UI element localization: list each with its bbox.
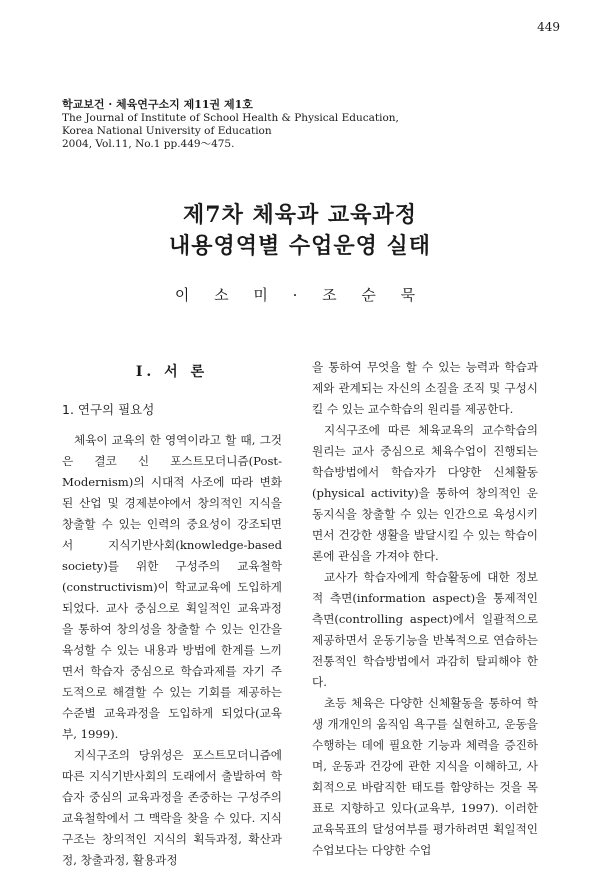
journal-info [62,98,482,151]
body-paragraph: 교사가 학습자에게 학습활동에 대한 정보적 측면(information aspect)을 통제적인 측면(controlling aspect)에서 일괄적으로 제공하면서 운동기능을 반복적으로 연습하는 전통적인 학습방법에서 과감히 탈피해야 한다. [312,570,538,689]
journal-english-name: The Journal of Institute of School Health & Physical Education, [62,112,399,124]
body-paragraph: 초등 체육은 다양한 신체활동을 통하여 학생 개개인의 움직임 욕구를 실현하고, 운동을 수행하는 데에 필요한 기능과 체력을 증진하며, 운동과 건강에 관한 지식을 이해하고, 사회적으로 바람직한 태도를 함양하는 것을 목표로 지향하고 있다(교육부, 1997). 이러한 교육목표의 달성여부를 평가하려면 획일적인 수업보다는 다양한 수업 [312,696,538,857]
section-heading: Ⅰ. 서 론 [135,364,209,380]
journal-citation: 2004, Vol.11, No.1 pp.449～475. [62,138,235,150]
body-paragraph: 지식구조의 당위성은 포스트모더니즘에 따른 지식기반사회의 도래에서 출발하여 학습자 중심의 교육과정을 존중하는 구성주의 교육철학에서 그 맥락을 찾을 수 있다. 지식구조는 창의적인 지식의 획득과정, 확산과정, 창출과정, 활용과정 [62,748,282,867]
subsection-heading: 1. 연구의 필요성 [62,402,155,417]
body-paragraph: 지식구조에 따른 체육교육의 교수학습의 원리는 교사 중심으로 체육수업이 진행되는 학습방법에서 학습자가 다양한 신체활동(physical activity)을 통하여 창의적인 운동지식을 창출할 수 있는 인간으로 육성시키면서 건강한 생활을 발달시킬 수 있는 학습이론에 관심을 가져야 한다. [312,423,538,563]
journal-institution: Korea National University of Education [62,125,272,137]
title-line-2: 내용영역별 수업운영 실태 [168,233,432,259]
page-number: 449 [537,20,560,34]
authors: 이 소 미 · 조 순 묵 [174,286,426,304]
right-column [312,357,538,861]
paper-title [0,200,600,262]
body-paragraph: 을 통하여 무엇을 할 수 있는 능력과 학습과제와 관계되는 자신의 소질을 조직 및 구성시킬 수 있는 교수학습의 원리를 제공한다. [312,360,538,416]
title-line-1: 제7차 체육과 교육과정 [183,202,417,228]
left-column [62,362,282,871]
journal-korean-name: 학교보건 · 체육연구소지 제11권 제1호 [62,98,253,111]
body-paragraph: 체육이 교육의 한 영역이라고 할 때, 그것은 결코 신 포스트모더니즘(Post-Modernism)의 시대적 사조에 따라 변화된 산업 및 경제분야에서 창의적인 지식을 창출할 수 있는 인력의 중요성이 강조되면서 지식기반사회(knowledge-based society)를 위한 구성주의 교육철학(constructivism)이 학교교육에 도입하게 되었다. 교사 중심으로 획일적인 교육과정을 통하여 창의성을 창출할 수 있는 인간을 육성할 수 있는 내용과 방법에 한계를 느끼면서 학습자 중심으로 학습과제를 자기 주도적으로 해결할 수 있는 기회를 제공하는 수준별 교육과정을 도입하게 되었다(교육부, 1999). [62,433,282,741]
